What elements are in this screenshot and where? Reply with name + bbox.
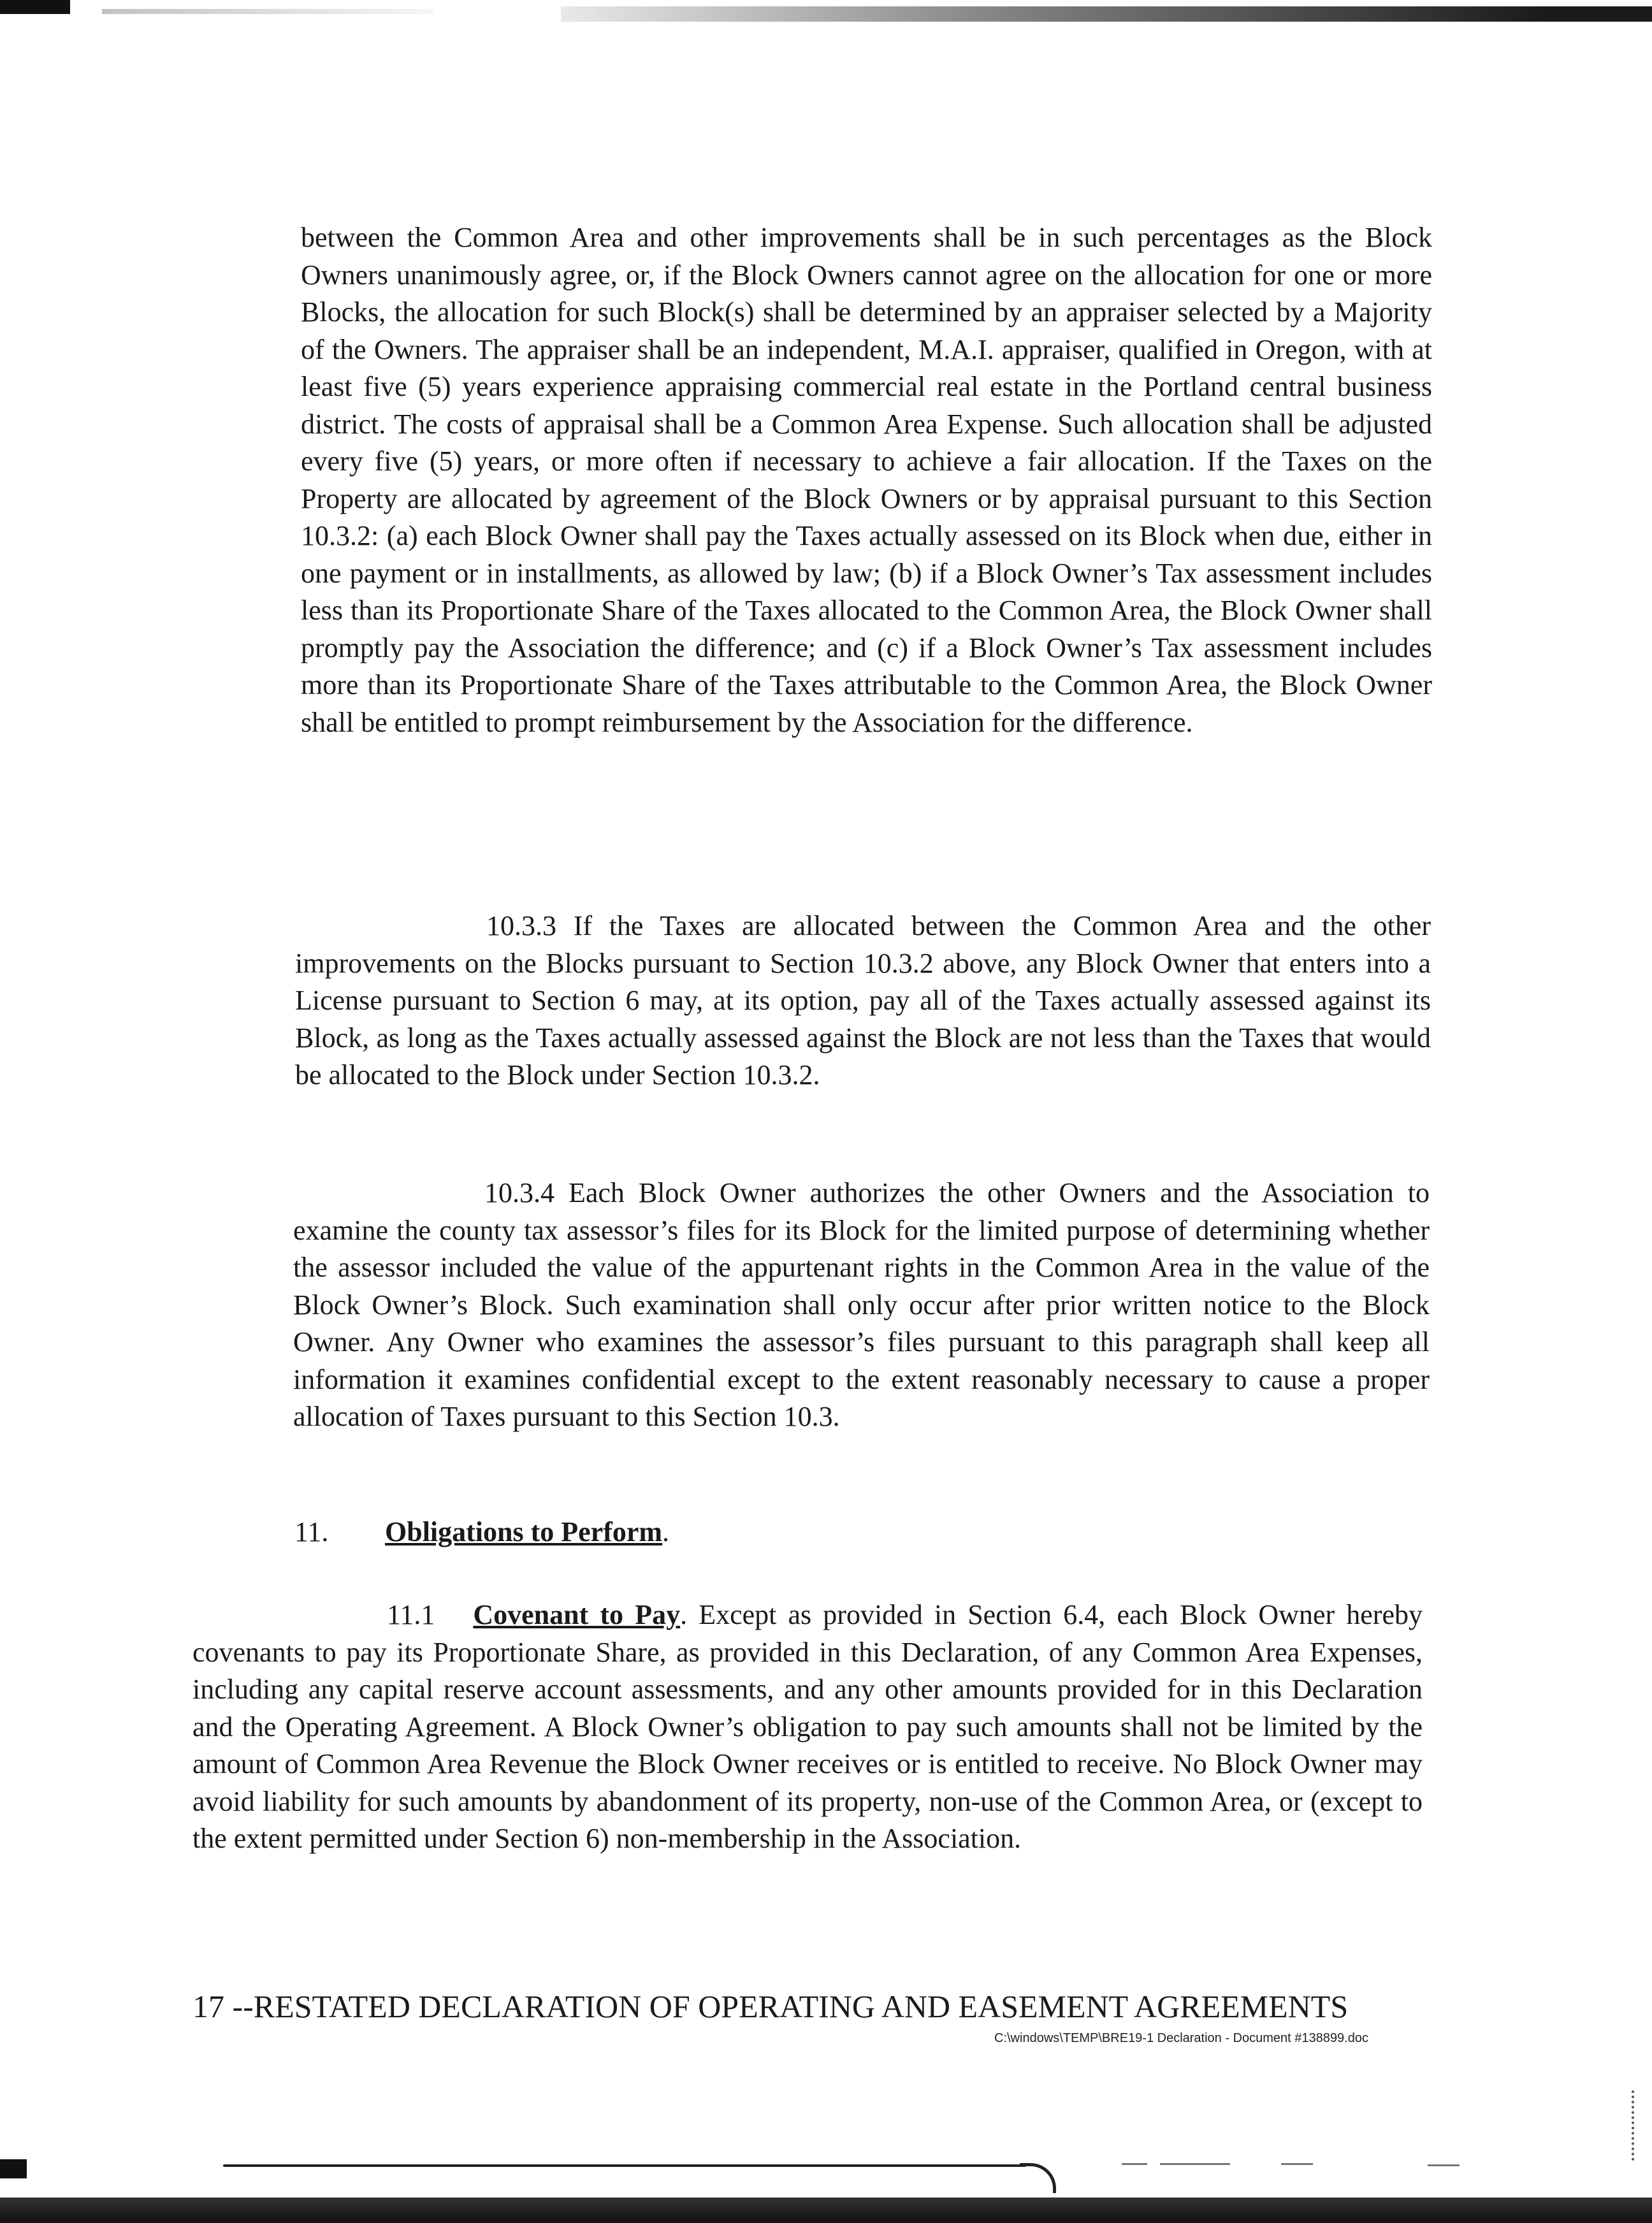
scan-artifact-hook bbox=[1020, 2163, 1056, 2193]
paragraph-10-3-4: 10.3.4 Each Block Owner authorizes the other Owners and the Association to examine the county tax assessor’s files for its Block for the limited purpose of determining whether the assessor included the value of the appurtenant rights in the Common Area in the value of the Block Owner’s Block. Such examination shall only occur after prior written notice to the Block Owner. Any Owner who examines the assessor’s files pursuant to this paragraph shall keep all information it examines confidential except to the extent reasonably necessary to cause a proper allocation of Taxes pursuant to this Section 10.3. bbox=[293, 1177, 1430, 1432]
section-11-heading bbox=[294, 1514, 669, 1550]
scan-artifact-top-left bbox=[0, 0, 70, 14]
scan-artifact-left-mark bbox=[0, 2159, 27, 2178]
scan-artifact-top-faint bbox=[102, 9, 433, 14]
section-11-1-title: Covenant to Pay bbox=[473, 1599, 681, 1630]
section-11-number: 11. bbox=[294, 1516, 329, 1547]
scan-artifact-dash bbox=[1428, 2164, 1460, 2166]
section-11-title-period: . bbox=[662, 1516, 670, 1547]
paragraph-10-3-3: 10.3.3 If the Taxes are allocated between the Common Area and the other improvements on the Blocks pursuant to Section 10.3.2 above, any Block Owner that enters into a License pursuant to Section 6 may, at its option, pay all of the Taxes actually assessed against its Block, as long as the Taxes actually assessed against the Block are not less than the Taxes that would be allocated to the Block under Section 10.3.2. bbox=[295, 910, 1431, 1090]
page-footer-file-path: C:\windows\TEMP\BRE19-1 Declaration - Document #138899.doc bbox=[994, 2031, 1368, 2045]
scan-artifact-dash bbox=[1281, 2163, 1313, 2165]
section-11-1-number: 11.1 bbox=[387, 1599, 435, 1630]
section-11-1-body: . Except as provided in Section 6.4, each Block Owner hereby covenants to pay its Proportionate Share, as provided in this Declaration, of any Common Area Expenses, including any capital reserve account assessments, and any other amounts provided for in this Declaration and the Operating Agreement. A Block Owner’s obligation to pay such amounts shall not be limited by the amount of Common Area Revenue the Block Owner receives or is entitled to receive. No Block Owner may avoid liability for such amounts by abandonment of its property, non-use of the Common Area, or (except to the extent permitted under Section 6) non-membership in the Association. bbox=[192, 1599, 1423, 1854]
scan-artifact-dash bbox=[1122, 2163, 1147, 2165]
scan-artifact-right-specks bbox=[1632, 2090, 1641, 2161]
scan-artifact-dash bbox=[1160, 2163, 1230, 2165]
page-footer-title: 17 --RESTATED DECLARATION OF OPERATING AND EASEMENT AGREEMENTS bbox=[192, 1988, 1349, 2024]
paragraph-11-1 bbox=[192, 1597, 1423, 1858]
scan-artifact-top-bar bbox=[561, 6, 1652, 22]
scan-artifact-bottom-line bbox=[223, 2164, 1026, 2167]
section-11-title: Obligations to Perform bbox=[385, 1516, 663, 1547]
paragraph-10-3-2-continued: between the Common Area and other improvements shall be in such percentages as the Block Owners unanimously agree, or, if the Block Owners cannot agree on the allocation for one or more Blocks, the allocation for such Block(s) shall be determined by an appraiser selected by a Majority of the Owners. The appraiser shall be an independent, M.A.I. appraiser, qualified in Oregon, with at least five (5) years experience appraising commercial real estate in the Portland central business district. The costs of appraisal shall be a Common Area Expense. Such allocation shall be adjusted every five (5) years, or more often if necessary to achieve a fair allocation. If the Taxes on the Property are allocated by agreement of the Block Owners or by appraisal pursuant to this Section 10.3.2: (a) each Block Owner shall pay the Taxes actually assessed on its Block when due, either in one payment or in installments, as allowed by law; (b) if a Block Owner’s Tax assessment includes less than its Proportionate Share of the Taxes allocated to the Common Area, the Block Owner shall promptly pay the Association the difference; and (c) if a Block Owner’s Tax assessment includes more than its Proportionate Share of the Taxes attributable to the Common Area, the Block Owner shall be entitled to prompt reimbursement by the Association for the difference. bbox=[301, 222, 1432, 738]
scan-artifact-bottom-bar bbox=[0, 2198, 1652, 2223]
